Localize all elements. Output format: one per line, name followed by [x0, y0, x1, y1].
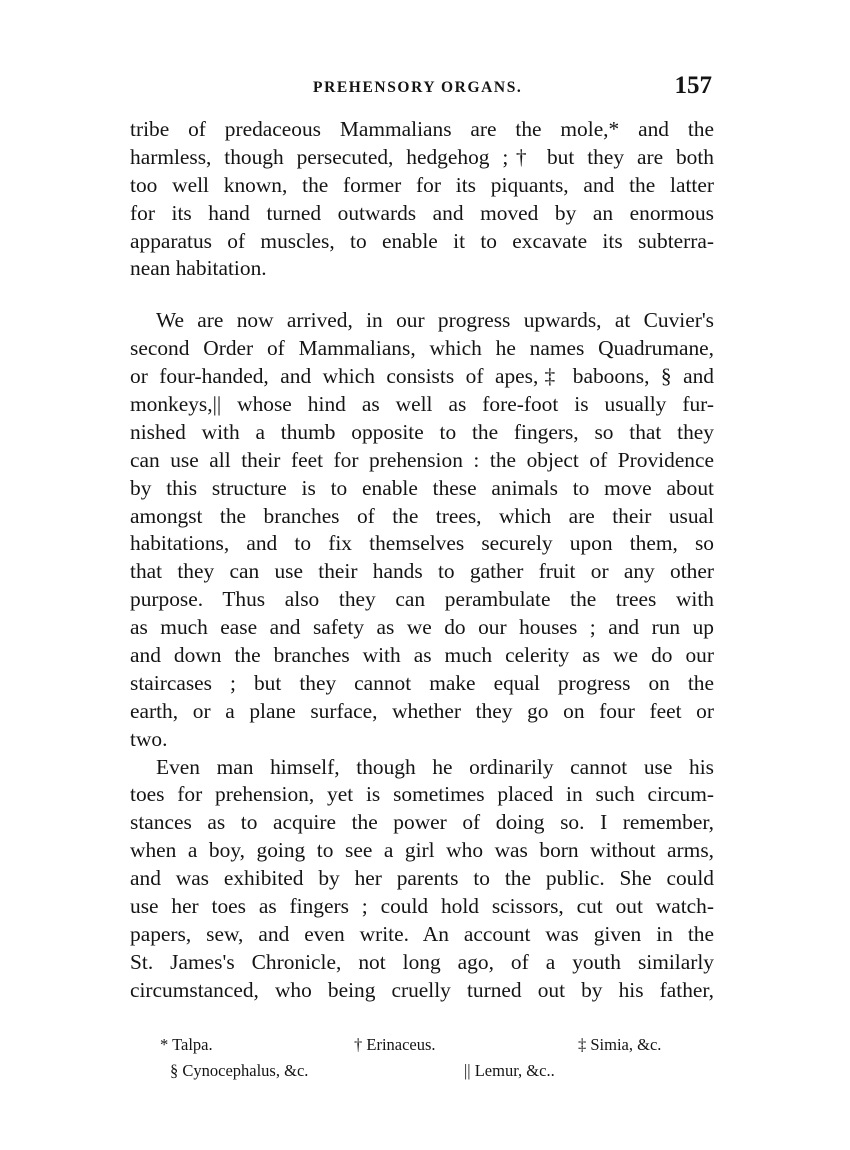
footnote-row: [130, 1032, 714, 1058]
text-line: harmless, though persecuted, hedgehog ;† but they are both: [130, 144, 714, 169]
footnote-row: [130, 1058, 714, 1084]
text-line: nean habitation.: [130, 256, 267, 281]
page-number: 157: [674, 72, 712, 99]
text-line: that they can use their hands to gather fruit or any other: [130, 559, 714, 584]
footnote-simia: ‡ Simia, &c.: [578, 1035, 662, 1054]
text-line: use her toes as fingers ; could hold scissors, cut out watch-: [130, 894, 714, 919]
text-line: staircases ; but they cannot make equal progress on the: [130, 670, 714, 695]
text-line: or four-handed, and which consists of apes,‡ baboons, § and: [130, 364, 714, 389]
running-head: [130, 72, 712, 106]
text-line: circumstanced, who being cruelly turned out by his father,: [130, 977, 714, 1002]
text-line: second Order of Mammalians, which he names Quadrumane,: [130, 336, 714, 361]
text-line: monkeys,|| whose hind as well as fore-foot is usually fur-: [130, 392, 714, 417]
text-line: as much ease and safety as we do our houses ; and run up: [130, 615, 714, 640]
text-line: and was exhibited by her parents to the public. She could: [130, 866, 714, 891]
text-line: for its hand turned outwards and moved by an enormous: [130, 200, 714, 225]
body-text: [130, 116, 714, 1005]
text-line: by this structure is to enable these animals to move about: [130, 475, 714, 500]
text-line: amongst the branches of the trees, which are their usual: [130, 503, 714, 528]
text-line: papers, sew, and even write. An account was given in the: [130, 921, 714, 946]
text-line: apparatus of muscles, to enable it to excavate its subterra-: [130, 228, 714, 253]
text-line: can use all their feet for prehension : the object of Providence: [130, 447, 714, 472]
running-title: PREHENSORY ORGANS.: [313, 79, 523, 96]
text-line: Even man himself, though he ordinarily cannot use his: [156, 754, 714, 779]
text-line: too well known, the former for its piquants, and the latter: [130, 172, 714, 197]
text-line: two.: [130, 726, 168, 751]
footnote-erinaceus: † Erinaceus.: [354, 1035, 436, 1054]
footnote-talpa: * Talpa.: [160, 1035, 213, 1054]
text-line: purpose. Thus also they can perambulate the trees with: [130, 587, 714, 612]
footnotes: [130, 1032, 714, 1084]
text-line: habitations, and to fix themselves securely upon them, so: [130, 531, 714, 556]
text-line: nished with a thumb opposite to the fingers, so that they: [130, 419, 714, 444]
text-line: We are now arrived, in our progress upwards, at Cuvier's: [156, 308, 714, 333]
text-line: when a boy, going to see a girl who was born without arms,: [130, 838, 714, 863]
footnote-lemur: || Lemur, &c..: [464, 1061, 555, 1080]
text-line: earth, or a plane surface, whether they go on four feet or: [130, 698, 714, 723]
paragraph-gap: [130, 283, 714, 307]
text-line: St. James's Chronicle, not long ago, of a youth similarly: [130, 949, 714, 974]
text-line: tribe of predaceous Mammalians are the mole,* and the: [130, 117, 714, 141]
text-line: stances as to acquire the power of doing so. I remember,: [130, 810, 714, 835]
footnote-cynocephalus: § Cynocephalus, &c.: [170, 1061, 309, 1080]
text-line: and down the branches with as much celerity as we do our: [130, 643, 714, 668]
text-line: toes for prehension, yet is sometimes placed in such circum-: [130, 782, 714, 807]
